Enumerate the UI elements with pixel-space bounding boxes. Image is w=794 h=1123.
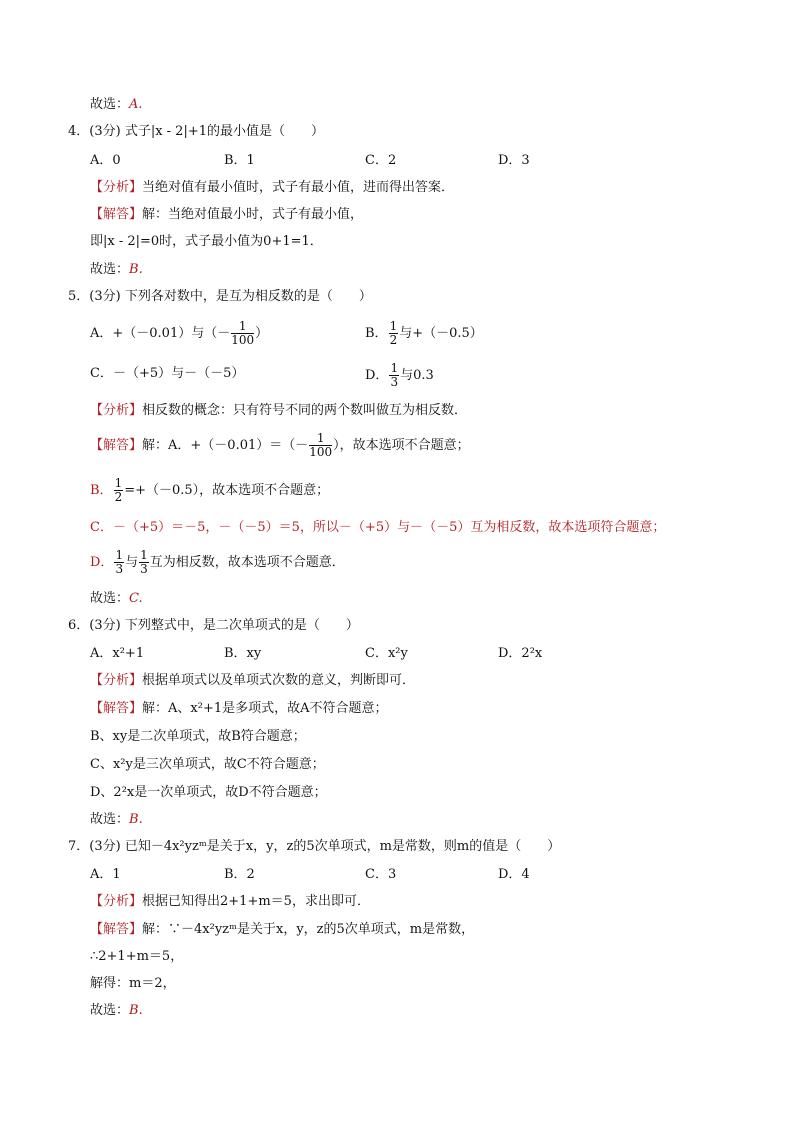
q6-question: 6．(3分) 下列整式中，是二次单项式的是（ ） <box>68 618 359 633</box>
q4-question: 4．(3分) 式子|x - 2|+1的最小值是（ ） <box>68 124 325 139</box>
q6-option-d: D．2²x <box>498 646 543 661</box>
q6-solution-4: D、2²x是一次单项式，故D不符合题意； <box>90 785 327 800</box>
q6-solution-2: B、xy是二次单项式，故B符合题意； <box>90 729 306 744</box>
q4-option-a: A．0 <box>90 153 121 168</box>
q5-analysis: 【分析】相反数的概念：只有符号不同的两个数叫做互为相反数． <box>90 403 468 418</box>
q5-solution-a: 【解答】解：A．+（－0.01）＝（－ $\frac{1}{100}$ ），故本选项不合题意； <box>90 431 470 459</box>
q5-question: 5．(3分) 下列各对数中，是互为相反数的是（ ） <box>68 289 372 304</box>
q7-question: 7．(3分) 已知－4x²yzᵐ是关于x，y，z的5次单项式，m是常数，则m的值是（ ） <box>68 839 561 854</box>
q7-option-d: D．4 <box>498 867 530 882</box>
q7-option-b: B．2 <box>224 867 255 882</box>
q7-solution-2: ∴2+1+m＝5， <box>90 949 184 964</box>
q6-answer: 故选：B. <box>90 812 143 827</box>
q5-option-a: A．+（－0.01）与（－ $\frac{1}{100}$ ） <box>90 319 269 347</box>
q6-solution-1: 【解答】解：A、x²+1是多项式，故A不符合题意； <box>90 701 388 716</box>
q5-option-d: D． $\frac{1}{3}$ 与0.3 <box>365 361 434 389</box>
q4-solution-2: 即|x - 2|=0时，式子最小值为0+1=1． <box>90 234 323 249</box>
q6-option-b: B．xy <box>224 646 262 661</box>
q7-option-c: C．3 <box>365 867 397 882</box>
q4-solution: 【解答】解：当绝对值最小时，式子有最小值， <box>90 207 364 222</box>
q5-option-b: B． $\frac{1}{2}$ 与+（－0.5） <box>365 319 483 347</box>
q5-solution-d: D． $\frac{1}{3}$ 与 $\frac{1}{3}$ 互为相反数，故本选项不合题意． <box>90 548 345 576</box>
q6-option-c: C．x²y <box>365 646 408 661</box>
q5-solution-b: B． $\frac{1}{2}$ =+（－0.5），故本选项不合题意； <box>90 476 330 504</box>
q6-option-a: A．x²+1 <box>90 646 145 661</box>
q4-answer: 故选：B. <box>90 262 143 277</box>
q4-option-d: D．3 <box>498 153 530 168</box>
q5-option-c: C．－（+5）与－（－5） <box>90 366 245 381</box>
q7-answer: 故选：B. <box>90 1003 143 1018</box>
q5-answer: 故选：C. <box>90 591 143 606</box>
q3-answer: 故选：A. <box>90 97 143 112</box>
q7-solution-3: 解得：m＝2， <box>90 976 176 991</box>
q7-option-a: A．1 <box>90 867 121 882</box>
q4-option-c: C．2 <box>365 153 397 168</box>
q4-analysis: 【分析】当绝对值有最小值时，式子有最小值，进而得出答案． <box>90 180 455 195</box>
q4-option-b: B．1 <box>224 153 255 168</box>
q6-analysis: 【分析】根据单项式以及单项式次数的意义，判断即可． <box>90 673 416 688</box>
q7-analysis: 【分析】根据已知得出2+1+m＝5，求出即可． <box>90 894 370 909</box>
q6-solution-3: C、x²y是三次单项式，故C不符合题意； <box>90 757 325 772</box>
q7-solution-1: 【解答】解：∵－4x²yzᵐ是关于x，y，z的5次单项式，m是常数， <box>90 922 475 937</box>
q5-solution-c: C．－（+5）＝－5，－（－5）＝5，所以－（+5）与－（－5）互为相反数，故本选项符合题意； <box>90 520 666 535</box>
